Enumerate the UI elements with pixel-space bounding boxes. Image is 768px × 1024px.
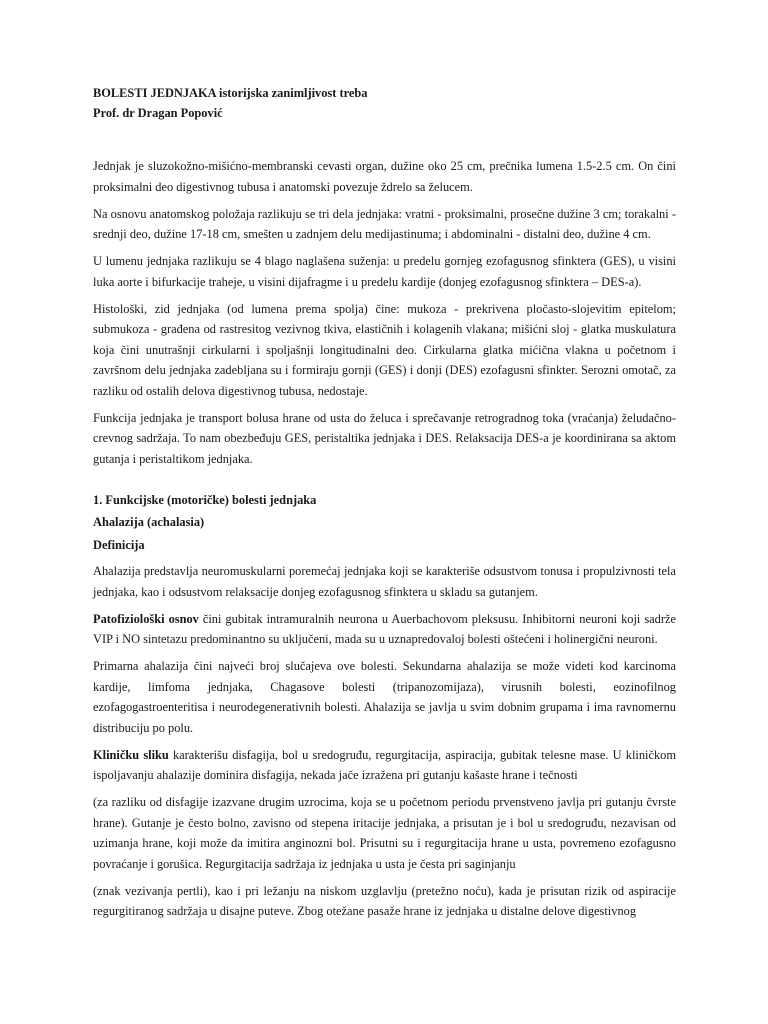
intro-paragraph-4: Histološki, zid jednjaka (od lumena prema spolja) čine: mukoza - prekrivena pločasto-slojevitim epitelom; submukoza - građena od rastresitog vezivnog tkiva, elastičnih i kolagenih vlakana; mišićni sloj - glatka muskulatura koja čini unutrašnji cirkularni i spoljašnji longitudinalni deo. Cirkularna glatka mićična vlakna u početnom i završnom delu jednjaka zadebljana su i formiraju gornji (GES) i donji (DES) ezofagusni sfinkter. Serozni omotač, za razliku od ostalih delova digestivnog tubusa, nedostaje. xyxy=(93,301,676,398)
section-heading: 1. Funkcijske (motoričke) bolesti jednjaka xyxy=(93,492,317,507)
clinical-picture-label: Kliničku sliku xyxy=(93,747,169,762)
intro-paragraph-5: Funkcija jednjaka je transport bolusa hrane od usta do želuca i sprečavanje retrogradnog toka (vraćanja) želudačno-crevnog sadržaja. To nam obezbeđuju GES, peristaltika jednjaka i DES. Relaksacija DES-a je koordinirana sa aktom gutanja i peristaltikom jednjaka. xyxy=(93,410,676,466)
intro-paragraph-1: Jednjak je sluzokožno-mišićno-membranski cevasti organ, dužine oko 25 cm, prečnika lumena 1.5-2.5 cm. On čini proksimalni deo digestivnog tubusa i anatomski povezuje ždrelo sa želucem. xyxy=(93,159,676,194)
clinical-picture-paragraph xyxy=(93,745,676,786)
pathophysiology-paragraph xyxy=(93,609,676,650)
intro-paragraph-2: Na osnovu anatomskog položaja razlikuju se tri dela jednjaka: vratni - proksimalni, prosečne dužine 3 cm; torakalni - srednji deo, dužine 17-18 cm, smešten u zadnjem delu medijastinuma; i abdominalni - distalni deo, dužine 4 cm. xyxy=(93,206,676,241)
definition-paragraph: Ahalazija predstavlja neuromuskularni poremećaj jednjaka koji se karakteriše odsustvom tonusa i propulzivnosti tela jednjaka, kao i odsustvom relaksacije donjeg ezofagusnog sfinktera u skladu sa gutanjem. xyxy=(93,564,676,599)
continuation-paragraph-1: (za razliku od disfagije izazvane drugim uzrocima, koja se u početnom periodu prvenstveno javlja pri gutanju čvrste hrane). Gutanje je često bolno, zavisno od stepena iritacije jednjaka, a prisutan je i bol u sredogruđu, nezavisan od uzimanja hrane, koji može da imitira anginozni bol. Prisutni su i regurgitacija hrane u usta, povremeno ezofagusno povraćanje i gorušica. Regurgitacija sadržaja iz jednjaka u usta je česta pri saginjanju xyxy=(93,795,676,871)
continuation-paragraph-2: (znak vezivanja pertli), kao i pri ležanju na niskom uzglavlju (pretežno noću), kada je prisutan rizik od aspiracije regurgitiranog sadržaja u disajne puteve. Zbog otežane pasaže hrane iz jednjaka u distalne delove digestivnog xyxy=(93,883,676,918)
subsection-heading: Ahalazija (achalasia) xyxy=(93,515,205,529)
primary-achalasia-paragraph: Primarna ahalazija čini najveći broj slučajeva ove bolesti. Sekundarna ahalazija se može videti kod karcinoma kardije, limfoma jednjaka, Chagasove bolesti (tripanozomijaza), virusnih bolesti, eozinofilnog ezofagogastroenteritisa i neurodegenerativnih bolesti. Ahalazija se javlja u svim dobnim grupama i ima ravnomernu distribuciju po polu. xyxy=(93,659,676,735)
pathophysiology-label: Patofiziološki osnov xyxy=(93,611,199,626)
clinical-picture-text: karakterišu disfagija, bol u sredogruđu, regurgitacija, aspiracija, gubitak telesne mase. U kliničkom ispoljavanju ahalazije dominira disfagija, nekada jače izražena pri gutanju kašaste hrane i tečnosti xyxy=(93,747,676,782)
pathophysiology-text: čini gubitak intramuralnih neurona u Auerbachovom pleksusu. Inhibitorni neuroni koji sadrže VIP i NO sintetazu predominantno su uključeni, mada su u uznapredovaloj bolesti oštećeni i holinergični neuroni. xyxy=(93,611,676,646)
intro-paragraph-3: U lumenu jednjaka razlikuju se 4 blago naglašena suženja: u predelu gornjeg ezofagusnog sfinktera (GES), u visini luka aorte i bifurkacije traheje, u visini dijafragme i u predelu kardije (donjeg ezofagusnog sfinktera – DES-a). xyxy=(93,254,676,289)
spacer xyxy=(93,123,676,156)
document-page xyxy=(93,83,676,928)
document-title: BOLESTI JEDNJAKA istorijska zanimljivost treba xyxy=(93,86,368,100)
definition-heading: Definicija xyxy=(93,537,145,552)
spacer xyxy=(93,476,676,490)
document-author: Prof. dr Dragan Popović xyxy=(93,106,223,120)
